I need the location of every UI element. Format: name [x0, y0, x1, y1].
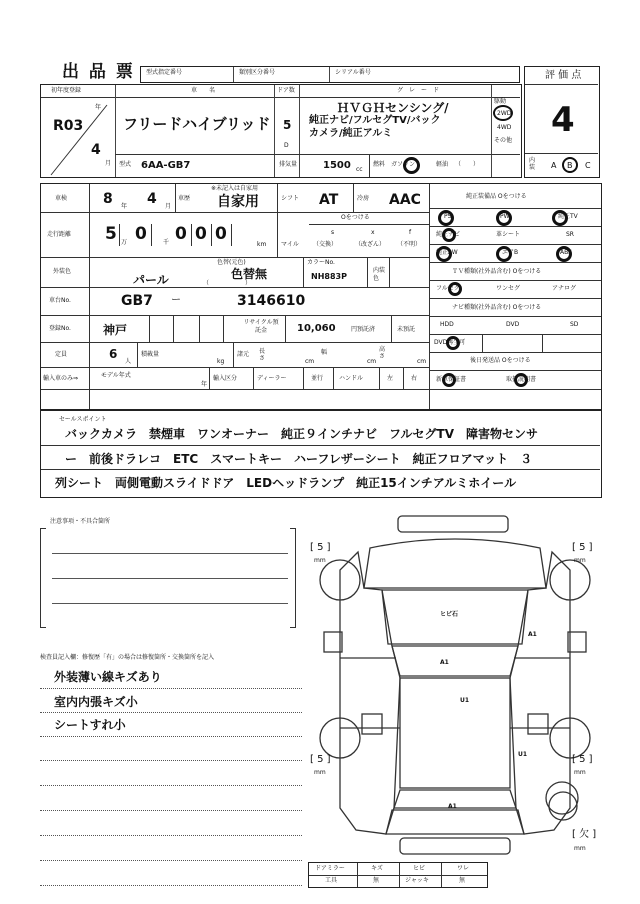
import-dealer: ディーラー — [257, 375, 287, 382]
chassis-prefix: GB7 — [121, 293, 153, 309]
inspection-year-unit: 年 — [121, 203, 128, 210]
car-name-label: 車 名 — [191, 87, 216, 94]
height-cm: cm — [417, 358, 427, 365]
door-unit: D — [284, 142, 289, 149]
rating-value: 4 — [551, 100, 575, 140]
legend-crack: ヒビ — [413, 865, 426, 872]
fuel-diesel: 軽油 — [436, 161, 449, 168]
legend-table — [308, 862, 488, 888]
mileage-digits — [97, 222, 267, 248]
fuel-label: 燃料 — [373, 161, 386, 168]
spare-tire — [544, 780, 580, 816]
sales-line-2: ー 前後ドラレコ ETC スマートキー ハーフレザーシート 純正フロアマット ３ — [65, 452, 533, 466]
handle-left: 左 — [387, 375, 394, 382]
mileage-f: f — [409, 229, 412, 236]
header-codes-box — [140, 66, 520, 83]
drive-other: その他 — [494, 137, 513, 144]
original-color-value: 色替無 — [231, 267, 268, 281]
chassis-dash: ー — [171, 295, 181, 306]
class-label: 類別区分番号 — [239, 69, 276, 76]
equip-aw: 純正AW — [436, 249, 458, 256]
history-value: 自家用 — [217, 194, 259, 210]
spec-box — [40, 183, 602, 410]
chassis-label: 車台No. — [49, 297, 71, 304]
shift-value: AT — [319, 192, 339, 208]
doors-value: 5 — [283, 118, 292, 132]
legend-mirror: ドアミラー — [315, 865, 345, 872]
model-year-unit: 年 — [201, 381, 208, 388]
damage-mark-right-fender: A1 — [528, 631, 537, 638]
registration-label: 登録No. — [49, 325, 71, 332]
fuel-gas-circle — [403, 157, 420, 174]
navi-sd: SD — [570, 321, 579, 328]
notes-bracket-right — [290, 528, 296, 628]
tv-title: ＴＶ種類(社外品含む) Oをつける — [452, 268, 542, 275]
interior-label: 内装 — [529, 157, 536, 171]
capacity-label: 定員 — [55, 351, 68, 358]
navi-dvd: DVD — [506, 321, 520, 328]
mileage-exchange: （交換） — [313, 241, 338, 248]
grade-line3: カメラ/純正アルミ — [309, 128, 393, 139]
color-label: 外装色 — [53, 268, 72, 275]
inspector-line — [40, 760, 302, 761]
mileage-digit-4: 0 — [195, 224, 207, 244]
dvd-playable-circle — [446, 336, 460, 350]
sales-line-3: 列シート 両側電動スライドドア LEDヘッドランプ 純正15インチアルミホイール — [55, 476, 517, 490]
cc-unit: cc — [356, 166, 363, 173]
interior-b: B — [567, 161, 573, 170]
inspector-label: 検査員記入欄：修復歴「有」の場合は修復箇所・交換箇所を記入 — [40, 654, 215, 661]
inspector-line — [40, 885, 302, 886]
legend-tools: 工具 — [325, 877, 338, 884]
height-label: 高さ — [379, 346, 386, 360]
mileage-digit-2: 0 — [135, 224, 147, 244]
drive-2wd: 2WD — [497, 110, 512, 117]
equip-ps: PS — [444, 213, 452, 220]
damage-mark-roof-u1: U1 — [460, 697, 470, 704]
legend-break: ワレ — [457, 865, 470, 872]
ac-value: AAC — [389, 192, 421, 208]
doors-label: ドア数 — [277, 87, 295, 94]
drive-label: 駆動 — [494, 98, 507, 105]
later-warranty: 新車保証書 — [436, 376, 467, 383]
original-color-label: 色替(元色) — [217, 259, 246, 266]
model-cert-label: 型式指定番号 — [146, 69, 183, 76]
inspector-line — [40, 860, 302, 861]
equip-abs-circle — [556, 246, 572, 262]
interior-b-circle — [562, 157, 578, 173]
mileage-x: x — [371, 229, 375, 236]
year-unit: 年 — [95, 104, 102, 111]
rating-box — [524, 66, 600, 178]
inspection-month: 4 — [147, 191, 157, 207]
mileage-modified: （改ざん） — [355, 241, 386, 248]
inspector-line — [40, 835, 302, 836]
legend-scratch: キズ — [371, 865, 383, 872]
model-year-label: モデル年式 — [101, 372, 131, 379]
equip-sr: SR — [566, 231, 574, 238]
import-label: 輸入車のみ⇒ — [43, 375, 79, 382]
tv-fullseg-circle — [448, 282, 462, 296]
inspector-line — [40, 688, 302, 689]
first-reg-era: R03 — [53, 118, 84, 134]
mileage-unknown: （不明） — [397, 241, 422, 248]
color-value: パール — [133, 273, 169, 287]
equip-ps-circle — [438, 210, 454, 226]
notes-bracket-left — [40, 528, 46, 628]
grade-line1: ＨＶＧＨセンシング/ — [337, 101, 449, 115]
history-note: ※未記入は自家用 — [211, 185, 259, 192]
damage-mark-rear-bumper: A1 — [448, 803, 457, 810]
car-name: フリードハイブリッド — [123, 115, 271, 133]
tread-unit: mm — [574, 769, 586, 776]
inspector-line — [40, 810, 302, 811]
equip-airbag: エアB — [502, 249, 519, 256]
notes-line — [52, 578, 288, 579]
tread-unit: mm — [314, 769, 326, 776]
sales-points-box — [40, 410, 602, 498]
damage-mark-roof: A1 — [440, 659, 449, 666]
displacement-label: 排気量 — [279, 161, 298, 168]
equip-navi: 純正ナビ — [436, 231, 461, 238]
equipment-panel — [430, 184, 601, 409]
length-label: 長さ — [259, 348, 266, 362]
interior-color-label: 内装色 — [373, 267, 386, 282]
color-code-label: カラーNo. — [307, 259, 335, 266]
load-kg: kg — [217, 358, 225, 365]
equip-navi-circle — [442, 228, 456, 242]
later-manual: 取扱説明書 — [506, 376, 537, 383]
inspection-month-unit: 月 — [165, 203, 172, 210]
navi-title: ナビ種類(社外品含む) Oをつける — [452, 304, 542, 311]
mileage-label: 走行距離 — [47, 231, 72, 238]
inspector-line — [40, 785, 302, 786]
tv-oneseg: ワンセグ — [496, 285, 521, 292]
original-color-paren: （ ） — [203, 280, 252, 287]
fuel-gas: ガソリン — [391, 161, 416, 168]
dvd-playable: DVD再生可 — [434, 339, 466, 346]
tread-front-right: [ 5 ] — [572, 542, 593, 553]
recycle-value: 10,060 — [297, 323, 336, 334]
inspector-line — [40, 712, 302, 713]
ac-label: 冷房 — [357, 195, 370, 202]
navi-hdd: HDD — [440, 321, 454, 328]
history-label: 車歴 — [178, 195, 191, 202]
tread-spare: [ 欠 ] — [572, 829, 597, 840]
notes-label: 注意事項・不具合箇所 — [50, 518, 111, 525]
later-manual-circle — [514, 373, 528, 387]
notes-line — [52, 553, 288, 554]
notes-line — [52, 603, 288, 604]
recycle-unpaid: 未預託 — [397, 326, 416, 333]
form-title: 出 品 票 — [62, 62, 135, 82]
inspection-label: 車検 — [55, 195, 68, 202]
mileage-mile: マイル — [281, 241, 299, 248]
chassis-number: 3146610 — [237, 293, 306, 309]
equip-pw-circle — [496, 210, 512, 226]
interior-a: A — [551, 161, 557, 170]
rating-label: 評 価 点 — [545, 70, 582, 81]
inspection-year: 8 — [103, 191, 113, 207]
fuel-other: （ ） — [455, 161, 480, 168]
mileage-digit-5: 0 — [215, 224, 227, 244]
later-title: 後日発送品 Oをつける — [470, 357, 531, 364]
tread-unit: mm — [574, 845, 586, 852]
damage-mark-right-rear: U1 — [518, 751, 528, 758]
legend-jack: ジャッキ — [405, 877, 429, 884]
damage-mark-windshield: ヒビ石 — [440, 611, 459, 618]
import-class-label: 輸入区分 — [213, 375, 238, 382]
color-code: NH883P — [311, 272, 347, 281]
tread-front-left: [ 5 ] — [310, 542, 331, 553]
equip-tv-circle — [552, 210, 568, 226]
inspector-line-3: シートすれ小 — [54, 718, 126, 732]
sales-points-label: セールスポイント — [59, 416, 107, 423]
tread-unit: mm — [574, 557, 586, 564]
inspector-line — [40, 736, 302, 737]
serial-label: シリアル番号 — [335, 69, 371, 76]
mileage-man: 万 — [121, 239, 128, 246]
capacity-unit: 人 — [125, 358, 132, 365]
sales-line-1: バックカメラ 禁煙車 ワンオーナー 純正９インチナビ フルセグTV 障害物センサ — [65, 427, 538, 441]
mileage-digit-1: 5 — [105, 224, 117, 244]
inspector-line-2: 室内内張キズ小 — [54, 695, 138, 709]
equip-aw-circle — [436, 246, 452, 262]
tv-fullseg: フルセグ — [436, 285, 460, 292]
length-cm: cm — [305, 358, 315, 365]
drive-2wd-circle — [493, 105, 513, 121]
mileage-s: s — [331, 229, 335, 236]
equip-leather: 革シート — [496, 231, 521, 238]
first-reg-label: 初年度登録 — [51, 87, 82, 94]
tv-analog: アナログ — [552, 285, 577, 292]
legend-jack-value: 無 — [459, 877, 466, 884]
legend-tools-value: 無 — [373, 877, 380, 884]
shift-label: シフト — [281, 195, 300, 202]
equip-pw: PW — [500, 213, 510, 220]
mileage-digit-3: 0 — [175, 224, 187, 244]
first-reg-slash — [47, 99, 113, 177]
handle-right: 右 — [411, 375, 418, 382]
registration-value: 神戸 — [103, 323, 128, 337]
equip-abs: ABS — [560, 249, 572, 256]
mileage-km: km — [257, 241, 267, 248]
equipment-title: 純正装備品 Oをつける — [466, 193, 527, 200]
dims-label: 諸元 — [237, 351, 250, 358]
inspector-line-1: 外装薄い線キズあり — [54, 670, 162, 684]
width-cm: cm — [367, 358, 377, 365]
mileage-circle-note: Oをつける — [341, 214, 370, 221]
import-parallel: 並行 — [311, 375, 324, 382]
handle-label: ハンドル — [339, 375, 364, 382]
recycle-paid: 円預託済 — [351, 326, 376, 333]
drive-4wd: 4WD — [497, 124, 512, 131]
equip-airbag-circle — [496, 246, 512, 262]
vehicle-basic-box — [40, 84, 522, 178]
mileage-sen: 千 — [163, 239, 170, 246]
recycle-label: リサイクル預託金 — [243, 319, 279, 334]
displacement-value: 1500 — [323, 160, 351, 171]
grade-line2: 純正ナビ/フルセグTV/バック — [309, 115, 441, 126]
grade-label: グ レ ー ド — [397, 87, 440, 94]
interior-c: C — [585, 161, 591, 170]
load-label: 積載量 — [141, 351, 160, 358]
capacity-value: 6 — [109, 347, 118, 361]
tread-rear-right: [ 5 ] — [572, 754, 593, 765]
equip-tv: 純正TV — [558, 213, 578, 220]
width-label: 幅 — [321, 349, 328, 356]
month-unit: 月 — [105, 160, 112, 167]
model-type-value: 6AA-GB7 — [141, 160, 191, 171]
first-reg-month: 4 — [91, 142, 101, 158]
tread-unit: mm — [314, 557, 326, 564]
model-type-label: 型式 — [119, 161, 132, 168]
tread-rear-left: [ 5 ] — [310, 754, 331, 765]
later-warranty-circle — [442, 373, 456, 387]
